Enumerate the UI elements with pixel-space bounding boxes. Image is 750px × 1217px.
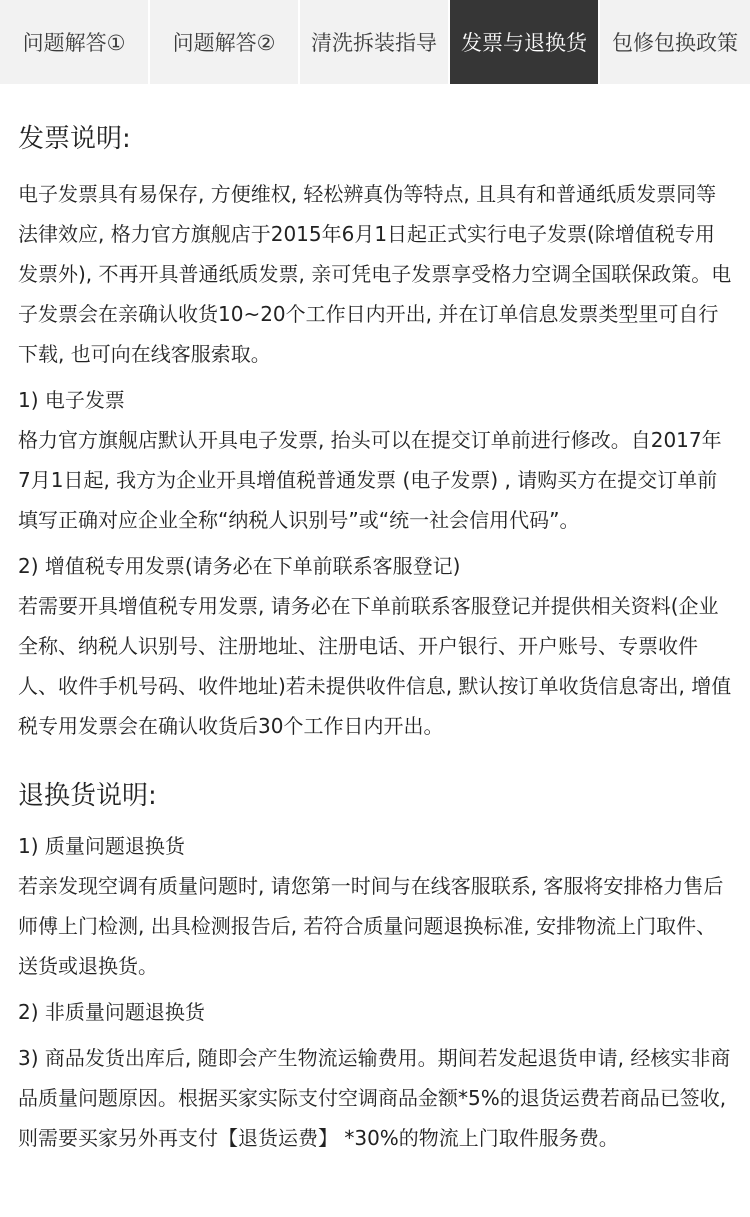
main-content — [0, 84, 732, 1158]
quality-return-body: 若亲发现空调有质量问题时, 请您第一时间与在线客服联系, 客服将安排格力售后师傅上门检测, 出具检测报告后, 若符合质量问题退换标准, 安排物流上门取件、送货或退换货。 — [18, 874, 724, 978]
invoice-intro: 电子发票具有易保存, 方便维权, 轻松辨真伪等特点, 且具有和普通纸质发票同等法律效应, 格力官方旗舰店于2015年6月1日起正式实行电子发票(除增值税专用发票外), 不再开具普通纸质发票, 亲可凭电子发票享受格力空调全国联保政策。电子发票会在亲确认收货10~20个工作日内开出, 并在订单信息发票类型里可自行下载, 也可向在线客服索取。 — [18, 182, 732, 366]
non-quality-return-title: 2) 非质量问题退换货 — [18, 1000, 205, 1024]
vat-invoice-body: 若需要开具增值税专用发票, 请务必在下单前联系客服登记并提供相关资料(企业全称、纳税人识别号、注册地址、注册电话、开户银行、开户账号、专票收件人、收件手机号码、收件地址)若未提供收件信息, 默认按订单收货信息寄出, 增值税专用发票会在确认收货后30个工作日内开出。 — [18, 594, 732, 738]
tab-faq-1[interactable]: 问题解答① — [0, 0, 150, 84]
tab-bar — [0, 0, 750, 84]
quality-return-title: 1) 质量问题退换货 — [18, 834, 185, 858]
tab-faq-2[interactable]: 问题解答② — [150, 0, 300, 84]
tab-invoice-returns[interactable]: 发票与退换货 — [450, 0, 600, 84]
e-invoice-title: 1) 电子发票 — [18, 388, 125, 412]
tab-warranty-policy[interactable]: 包修包换政策 — [612, 31, 738, 55]
tab-cleaning-guide[interactable]: 清洗拆装指导 — [300, 0, 450, 84]
returns-heading: 退换货说明: — [18, 781, 157, 811]
shipping-fee-note: 3) 商品发货出库后, 随即会产生物流运输费用。期间若发起退货申请, 经核实非商品质量问题原因。根据买家实际支付空调商品金额*5%的退货运费若商品已签收, 则需要买家另外再支付【退货运费】 *30%的物流上门取件服务费。 — [18, 1046, 731, 1150]
invoice-heading: 发票说明: — [18, 124, 131, 154]
e-invoice-body: 格力官方旗舰店默认开具电子发票, 抬头可以在提交订单前进行修改。自2017年7月1日起, 我方为企业开具增值税普通发票 (电子发票) , 请购买方在提交订单前填写正确对应企业全称“纳税人识别号”或“统一社会信用代码”。 — [18, 428, 722, 532]
vat-invoice-title: 2) 增值税专用发票(请务必在下单前联系客服登记) — [18, 554, 461, 578]
